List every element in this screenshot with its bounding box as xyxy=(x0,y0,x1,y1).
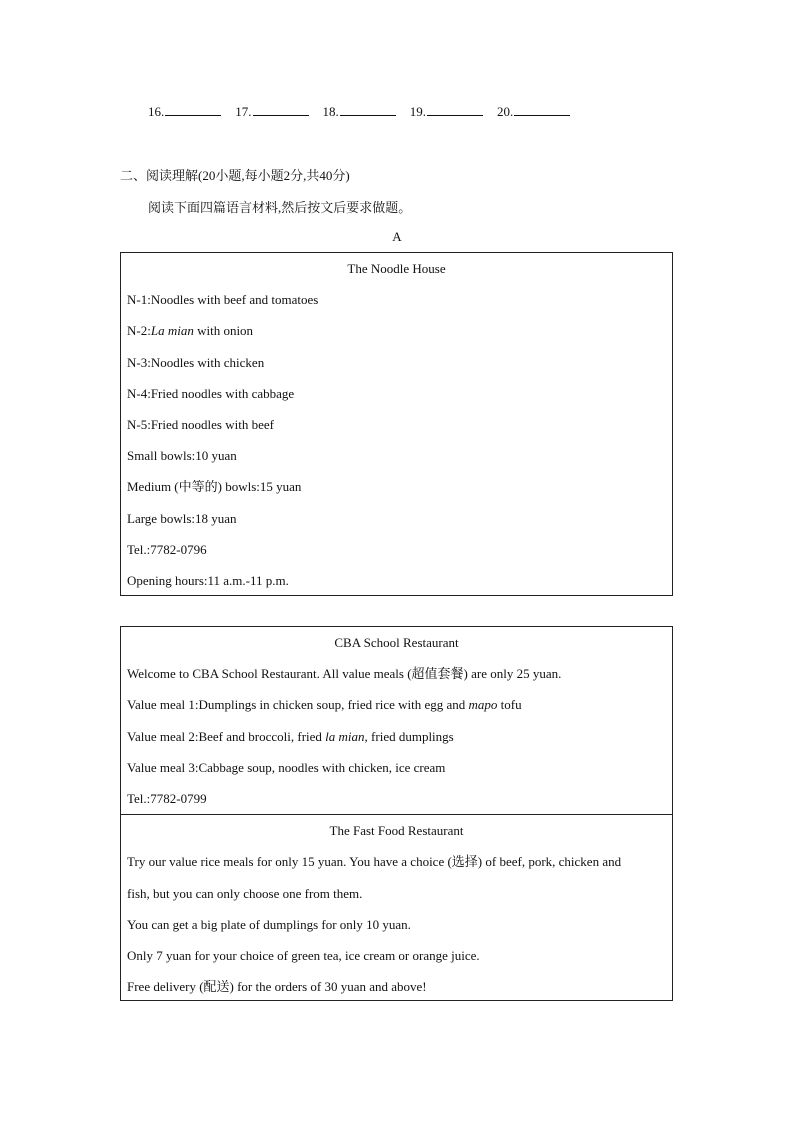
fast-food-line: fish, but you can only choose one from them. xyxy=(127,885,363,901)
blank-line xyxy=(340,103,396,116)
section-instruction: 阅读下面四篇语言材料,然后按文后要求做题。 xyxy=(148,200,412,215)
price-line: Medium (中等的) bowls:15 yuan xyxy=(127,479,302,495)
blank-line xyxy=(514,103,570,116)
telephone: Tel.:7782-0796 xyxy=(127,541,207,557)
fast-food-title: The Fast Food Restaurant xyxy=(121,814,672,846)
passage-letter: A xyxy=(392,229,402,244)
blank-number: 18. xyxy=(322,104,339,119)
opening-hours: Opening hours:11 a.m.-11 p.m. xyxy=(127,572,289,588)
fast-food-line: Try our value rice meals for only 15 yuan. You have a choice (选择) of beef, pork, chicken and xyxy=(127,854,622,870)
fast-food-line: Free delivery (配送) for the orders of 30 yuan and above! xyxy=(127,979,427,995)
blank-number: 20. xyxy=(497,104,514,119)
menu-item: N-4:Fried noodles with cabbage xyxy=(127,385,295,401)
restaurants-table xyxy=(120,626,673,1001)
italic-term: mapo xyxy=(468,697,498,713)
blank-line xyxy=(165,103,221,116)
fast-food-line: You can get a big plate of dumplings for only 10 yuan. xyxy=(127,916,411,932)
cba-title: CBA School Restaurant xyxy=(334,635,459,650)
value-meal: Value meal 1:Dumplings in chicken soup, fried rice with egg and mapo tofu xyxy=(127,697,522,713)
price-line: Large bowls:18 yuan xyxy=(127,510,237,526)
cba-welcome: Welcome to CBA School Restaurant. All value meals (超值套餐) are only 25 yuan. xyxy=(127,666,562,682)
fast-food-line: Only 7 yuan for your choice of green tea, ice cream or orange juice. xyxy=(127,947,480,963)
answer-blank-19[interactable] xyxy=(410,103,483,120)
blank-number: 19. xyxy=(409,104,426,119)
answer-blank-18[interactable] xyxy=(323,103,396,120)
menu-item: N-1:Noodles with beef and tomatoes xyxy=(127,292,319,308)
section-title: 二、阅读理解(20小题,每小题2分,共40分) xyxy=(120,168,350,183)
italic-term: La mian xyxy=(150,323,194,339)
blank-number: 16. xyxy=(148,104,165,119)
menu-item: N-5:Fried noodles with beef xyxy=(127,416,274,432)
italic-term: la mian xyxy=(325,728,365,744)
telephone: Tel.:7782-0799 xyxy=(127,790,207,806)
menu-item: N-3:Noodles with chicken xyxy=(127,354,265,370)
answer-blank-17[interactable] xyxy=(235,103,308,120)
noodle-house-menu xyxy=(120,252,673,596)
answer-blank-16[interactable] xyxy=(148,103,221,120)
value-meal: Value meal 3:Cabbage soup, noodles with chicken, ice cream xyxy=(127,759,446,775)
value-meal: Value meal 2:Beef and broccoli, fried la mian, fried dumplings xyxy=(127,728,454,744)
blank-number: 17. xyxy=(235,104,252,119)
answer-blank-20[interactable] xyxy=(497,103,570,120)
menu-item: N-2:La mian with onion xyxy=(127,323,254,339)
menu-title: The Noodle House xyxy=(347,261,446,276)
blank-line xyxy=(427,103,483,116)
answer-blanks xyxy=(148,103,570,120)
blank-line xyxy=(253,103,309,116)
price-line: Small bowls:10 yuan xyxy=(127,448,237,464)
